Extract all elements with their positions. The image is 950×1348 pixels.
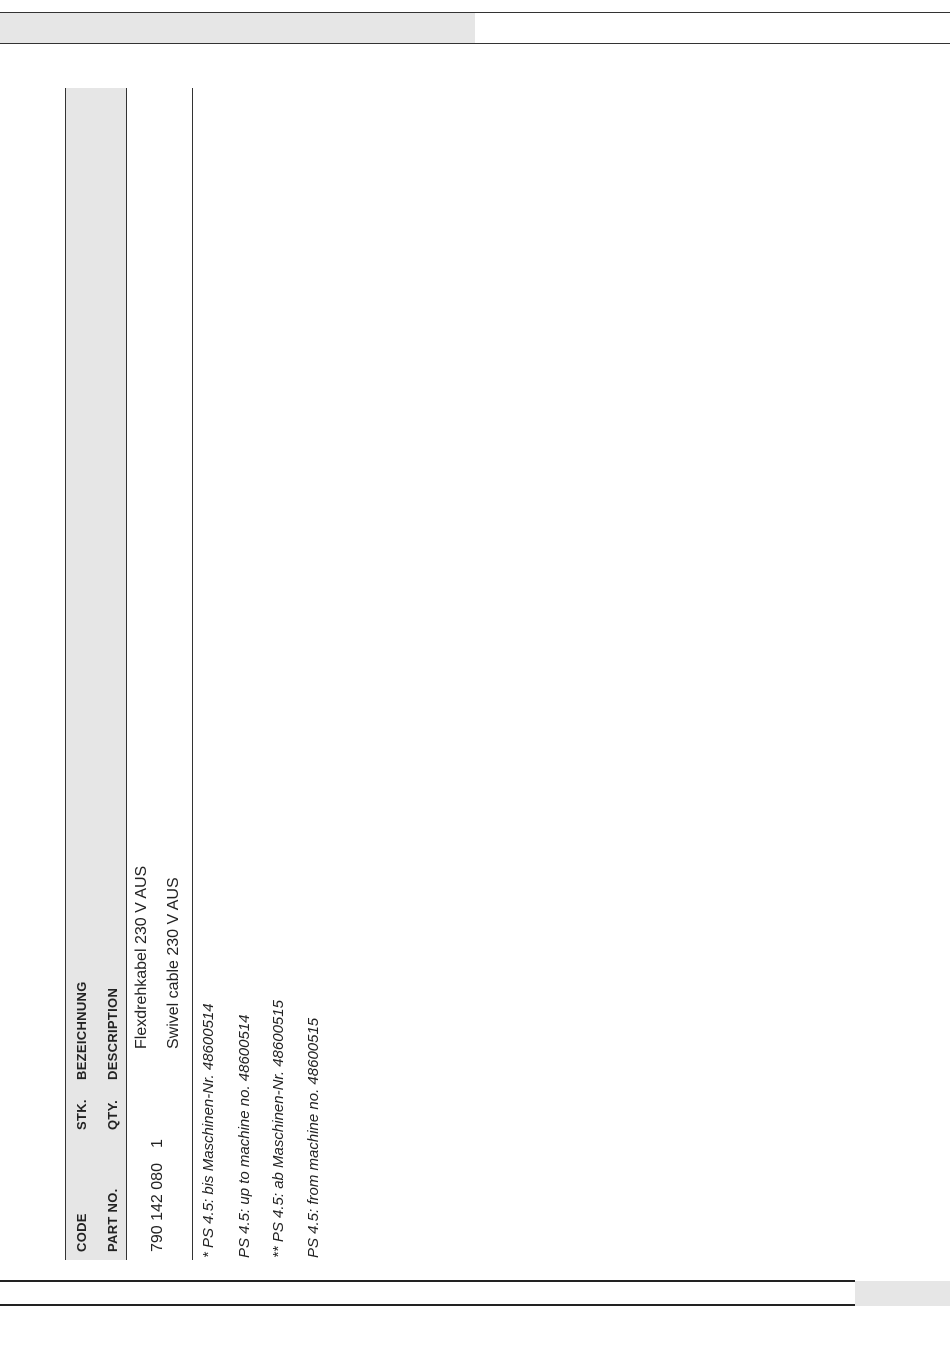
header-part-no: PART NO.	[105, 1188, 120, 1252]
footer-rule-lower	[0, 1304, 855, 1306]
row-code: 790 142 080	[149, 1163, 166, 1252]
footer-page-box	[855, 1281, 950, 1306]
header-code: CODE	[74, 1213, 89, 1252]
note-3: ** PS 4.5: ab Maschinen-Nr. 48600515	[270, 1000, 287, 1258]
row-desc-de: Flexdrehkabel 230 V AUS	[133, 865, 150, 1049]
note-1: * PS 4.5: bis Maschinen-Nr. 48600514	[200, 1003, 217, 1258]
parts-table	[65, 80, 345, 1260]
row-divider	[192, 88, 193, 1260]
note-4: PS 4.5: from machine no. 48600515	[305, 1017, 322, 1258]
row-desc-en: Swivel cable 230 V AUS	[165, 877, 182, 1049]
row-qty: 1	[149, 1139, 166, 1148]
note-2: PS 4.5: up to machine no. 48600514	[236, 1014, 253, 1258]
header-qty-de: STK.	[74, 1099, 89, 1130]
header-qty-en: QTY.	[105, 1099, 120, 1130]
top-rule-lower	[0, 43, 950, 44]
footer-rule	[0, 1280, 855, 1282]
header-desc-de: BEZEICHNUNG	[74, 981, 89, 1080]
table-header	[65, 88, 127, 1260]
header-desc-en: DESCRIPTION	[105, 987, 120, 1080]
top-header-bar	[0, 13, 475, 43]
